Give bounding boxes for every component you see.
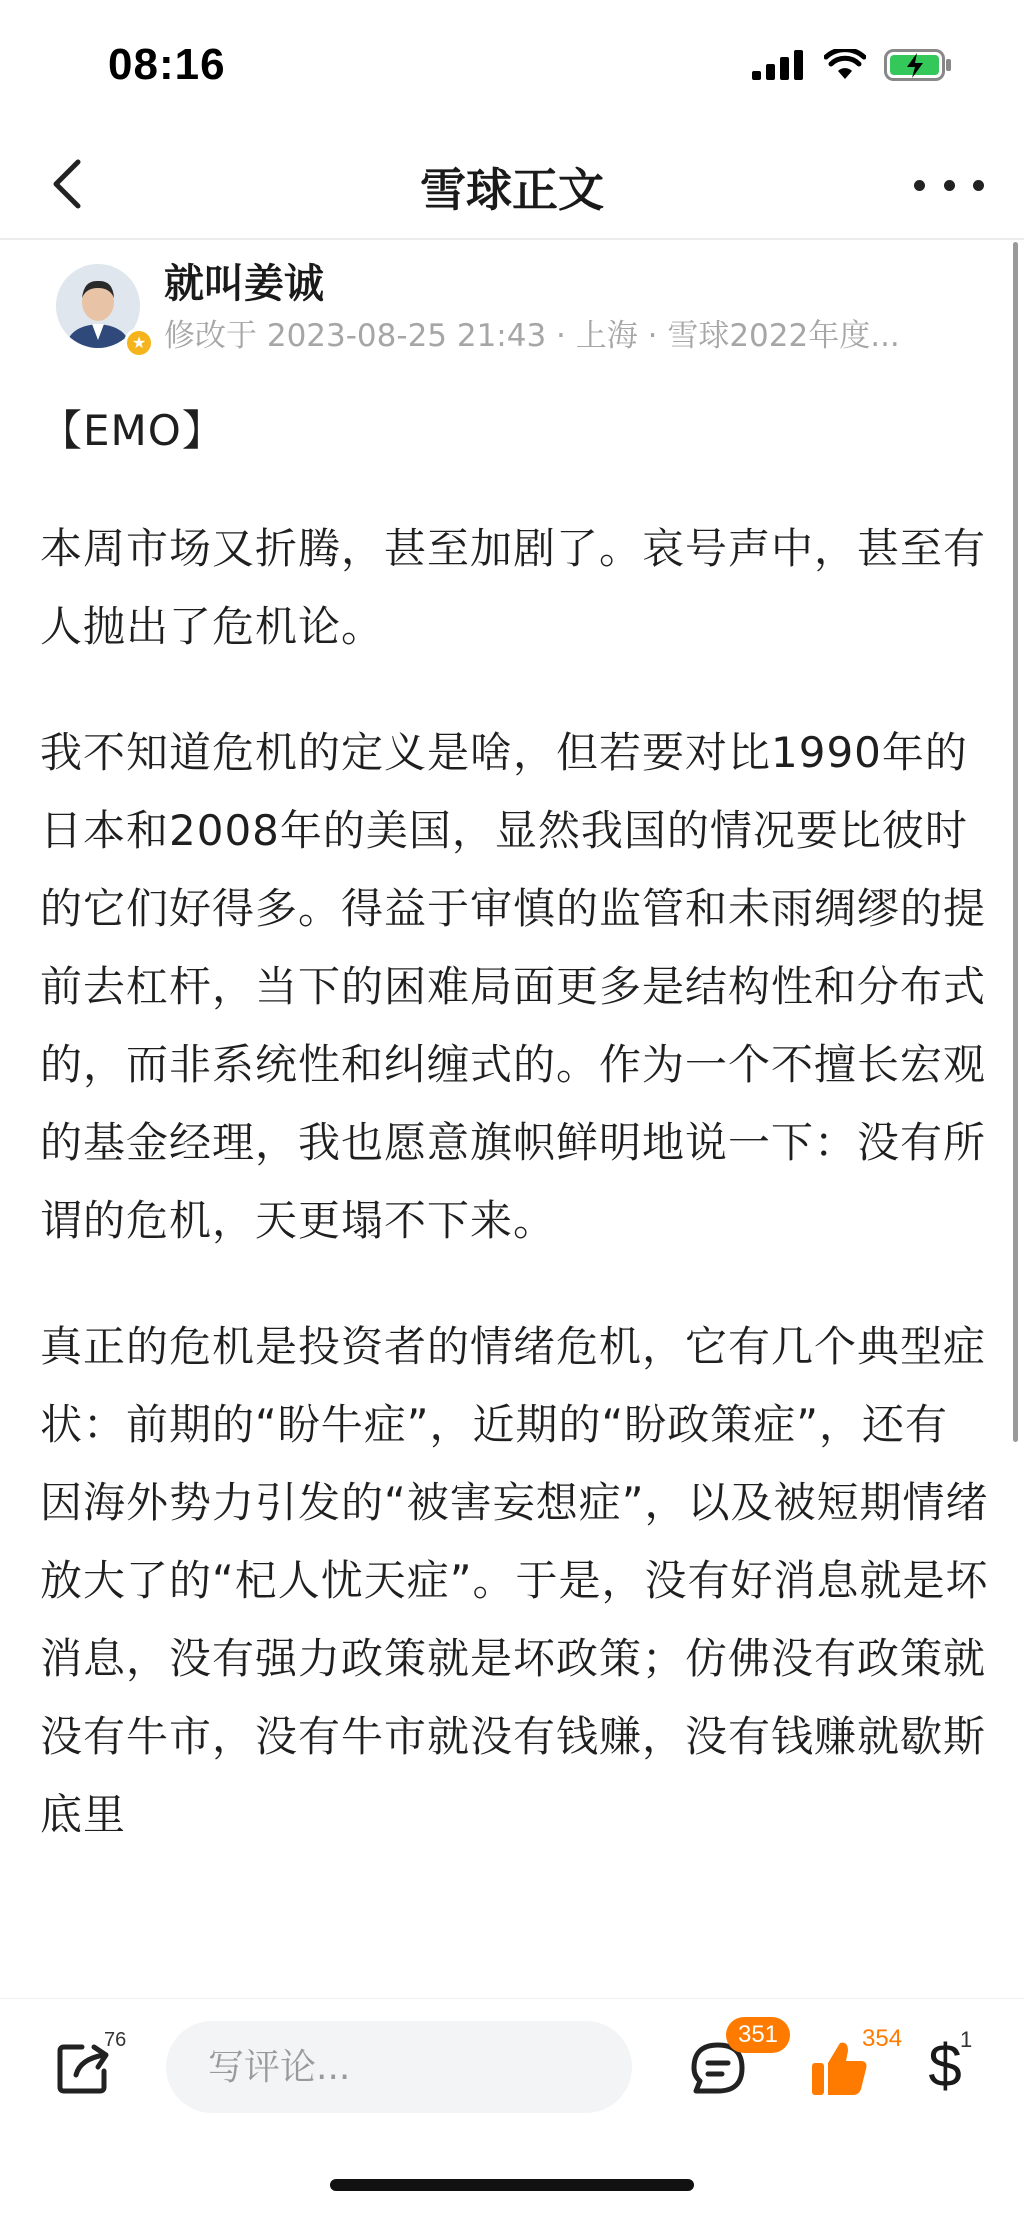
- post-content[interactable]: [0, 242, 1024, 1997]
- scrollbar[interactable]: [1013, 242, 1018, 1442]
- more-dots-icon: [944, 180, 955, 191]
- status-icons: [752, 48, 954, 82]
- comment-input[interactable]: [166, 2021, 632, 2113]
- share-count: 76: [104, 2029, 127, 2051]
- more-button[interactable]: [914, 160, 984, 210]
- like-count: 354: [862, 2025, 903, 2052]
- signal-icon: [752, 49, 806, 81]
- post-paragraph: 【EMO】: [40, 406, 225, 455]
- post-paragraph: 我不知道危机的定义是啥，但若要对比1990年的日本和2008年的美国，显然我国的情况要比彼时的它们好得多。得益于审慎的监管和未雨绸缪的提前去杠杆，当下的困难局面更多是结构性和分布式的，而非系统性和纠缠式的。作为一个不擅长宏观的基金经理，我也愿意旗帜鲜明地说一下：没有所谓的危机，天更塌不下来。: [40, 728, 987, 1245]
- comment-count-badge: 351: [726, 2017, 790, 2053]
- post-meta: 修改于 2023-08-25 21:43 · 上海 · 雪球2022年度...: [164, 318, 900, 354]
- reward-count: 1: [960, 2027, 973, 2052]
- status-time: 08:16: [108, 40, 226, 89]
- thumbs-up-icon: [808, 2037, 870, 2099]
- verified-badge: ★: [124, 328, 154, 358]
- wifi-icon: [824, 49, 866, 81]
- bottom-action-bar: [0, 1998, 1024, 2217]
- author-name[interactable]: 就叫姜诚: [164, 261, 324, 307]
- like-button[interactable]: [808, 2037, 870, 2099]
- reward-button[interactable]: $: [928, 2032, 962, 2099]
- more-dots-icon: [973, 180, 984, 191]
- nav-bar: [0, 130, 1024, 240]
- battery-icon: [884, 48, 954, 82]
- post-body: [40, 392, 990, 1902]
- author-header[interactable]: [56, 252, 996, 362]
- status-bar: [0, 0, 1024, 130]
- post-paragraph: 真正的危机是投资者的情绪危机，它有几个典型症状：前期的“盼牛症”，近期的“盼政策症”，还有因海外势力引发的“被害妄想症”，以及被短期情绪放大了的“杞人忧天症”。于是，没有好消息就是坏消息，没有强力政策就是坏政策；仿佛没有政策就没有牛市，没有牛市就没有钱赚，没有钱赚就歇斯底里: [40, 1322, 989, 1839]
- page-title: 雪球正文: [420, 163, 604, 217]
- home-indicator: [330, 2179, 694, 2191]
- more-dots-icon: [914, 180, 925, 191]
- post-paragraph: 本周市场又折腾，甚至加剧了。哀号声中，甚至有人抛出了危机论。: [40, 524, 987, 651]
